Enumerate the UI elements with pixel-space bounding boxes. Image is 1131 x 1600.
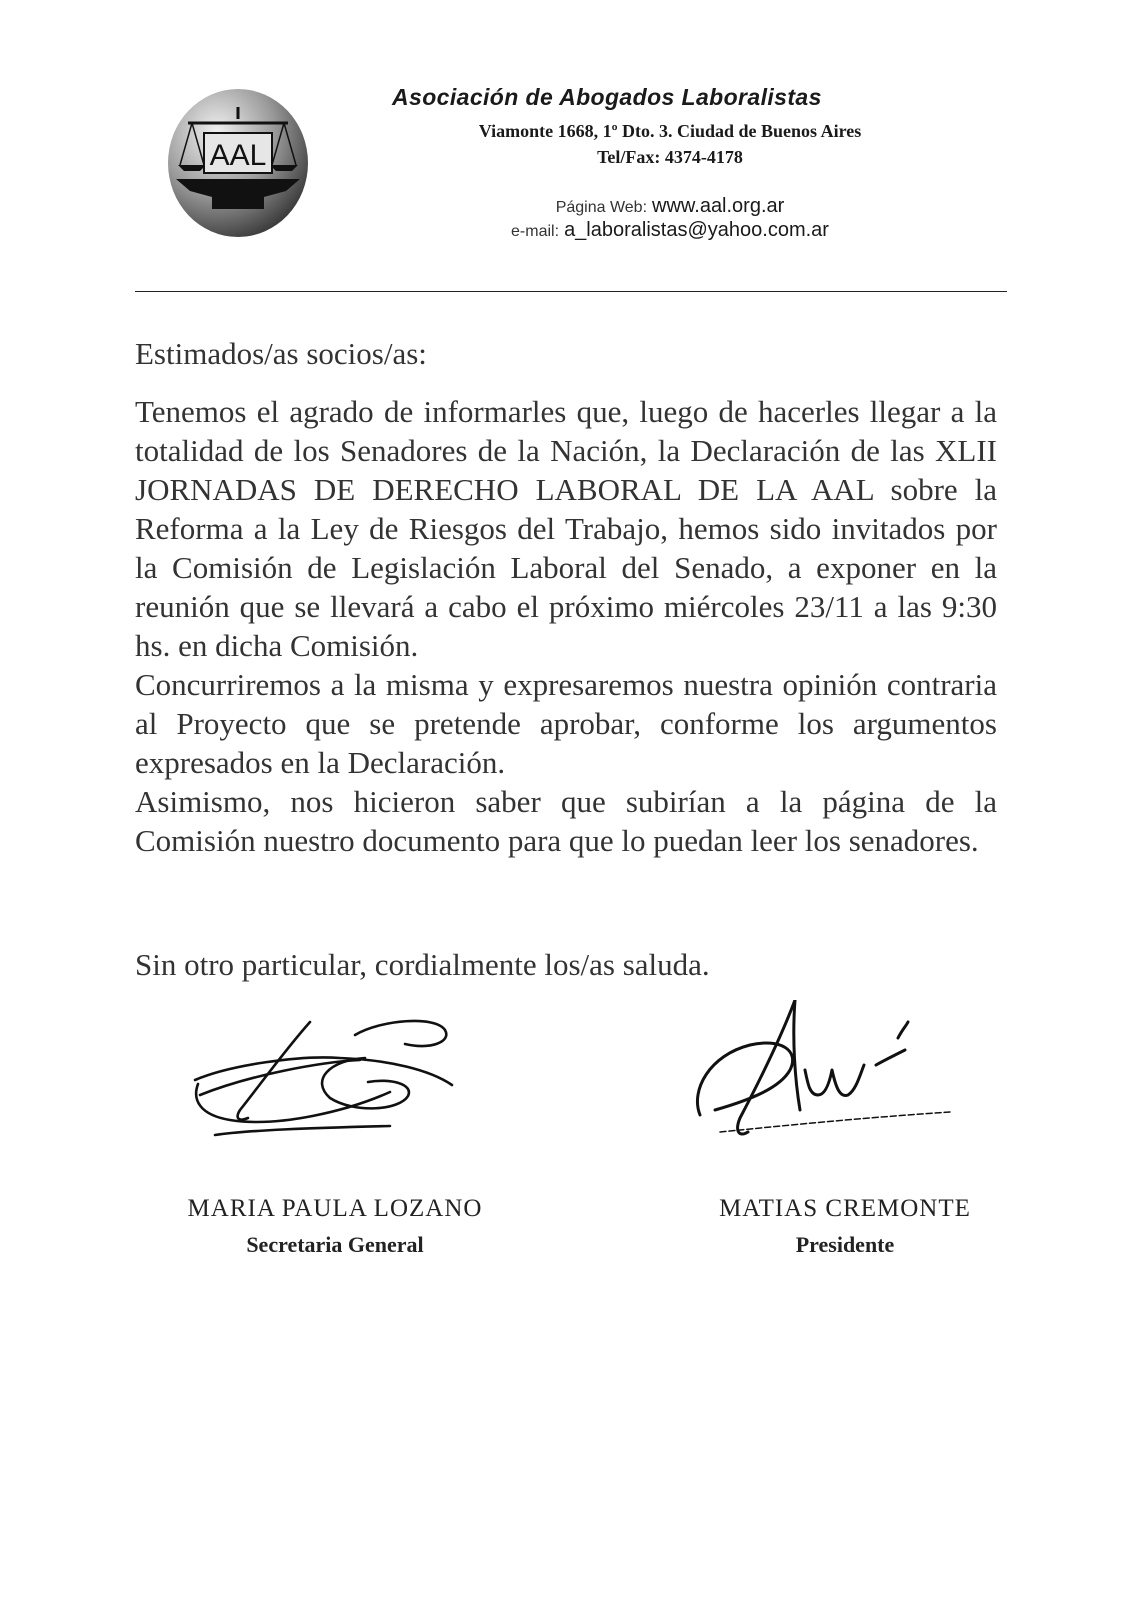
email-label: e-mail:: [511, 223, 560, 240]
email-line: [360, 219, 980, 242]
closing-line: Sin otro particular, cordialmente los/as saluda.: [135, 947, 710, 982]
logo-text: AAL: [209, 139, 267, 172]
header-divider: [135, 291, 1007, 292]
signatory-name: MATIAS CREMONTE: [719, 1195, 971, 1222]
web-label: Página Web:: [555, 199, 648, 216]
org-name: Asociación de Abogados Laboralistas: [392, 84, 822, 110]
web-value: www.aal.org.ar: [652, 195, 785, 217]
aal-logo: [166, 87, 311, 239]
paragraph-2: Concurriremos a la misma y expresaremos nuestra opinión contraria al Proyecto que se pretende aprobar, conforme los argumentos expresados en la Declaración.: [135, 667, 997, 780]
tel-fax: Tel/Fax: 4374-4178: [597, 147, 743, 167]
salutation: Estimados/as socios/as:: [135, 336, 427, 371]
signatory-name: MARIA PAULA LOZANO: [187, 1195, 483, 1222]
letter-body: [135, 392, 997, 860]
signatory-role: Secretaria General: [246, 1232, 424, 1257]
paragraph-1: Tenemos el agrado de informarles que, luego de hacerles llegar a la totalidad de los Senadores de la Nación, la Declaración de las XLII JORNADAS DE DERECHO LABORAL DE LA AAL sobre la Reforma a la Ley de Riesgos del Trabajo, hemos sido invitados por la Comisión de Legislación Laboral del Senado, a exponer en la reunión que se llevará a cabo el próximo miércoles 23/11 a las 9:30 hs. en dicha Comisión.: [135, 394, 997, 663]
paragraph-3: Asimismo, nos hicieron saber que subirían a la página de la Comisión nuestro documento para que lo puedan leer los senadores.: [135, 784, 997, 858]
signatory-role: Presidente: [795, 1232, 895, 1257]
address: Viamonte 1668, 1º Dto. 3. Ciudad de Buenos Aires: [478, 121, 862, 141]
web-line: [360, 195, 980, 218]
signature-presidente: [680, 1000, 970, 1165]
email-value: a_laboralistas@yahoo.com.ar: [564, 219, 829, 241]
signature-secretaria: [190, 1010, 480, 1165]
